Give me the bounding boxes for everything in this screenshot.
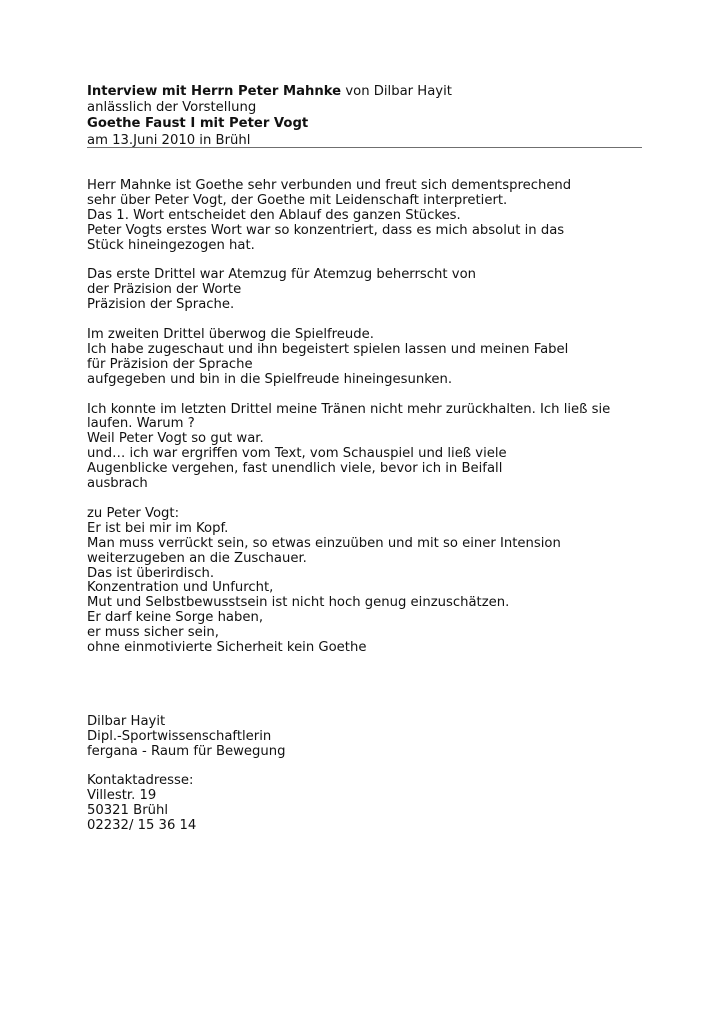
interview-title: Interview mit Herrn Peter Mahnke: [87, 84, 342, 99]
contact-street: Villestr. 19: [87, 788, 157, 804]
text-line: Mut und Selbstbewusstsein ist nicht hoch genug einzuschätzen.: [87, 595, 510, 611]
contact-block: [87, 774, 647, 834]
text-line: Das ist überirdisch.: [87, 565, 215, 581]
text-line: Augenblicke vergehen, fast unendlich viele, bevor ich in Beifall: [87, 461, 503, 477]
text-line: aufgegeben und bin in die Spielfreude hineingesunken.: [87, 371, 453, 387]
contact-label: Kontaktadresse:: [87, 773, 194, 789]
text-line: ohne einmotivierte Sicherheit kein Goethe: [87, 640, 367, 656]
text-line: Das erste Drittel war Atemzug für Atemzug beherrscht von: [87, 267, 476, 283]
production-title: Goethe Faust I mit Peter Vogt: [87, 116, 309, 132]
header-divider: [87, 147, 642, 148]
text-line: Herr Mahnke ist Goethe sehr verbunden und freut sich dementsprechend: [87, 178, 572, 193]
text-line: Peter Vogts erstes Wort war so konzentriert, dass es mich absolut in das: [87, 222, 565, 238]
text-line: Weil Peter Vogt so gut war.: [87, 431, 264, 447]
text-line: laufen. Warum ?: [87, 416, 195, 432]
contact-city: 50321 Brühl: [87, 803, 168, 819]
occasion-line: anlässlich der Vorstellung: [87, 100, 257, 116]
paragraph-second-third: [87, 328, 647, 388]
text-line: zu Peter Vogt:: [87, 505, 180, 521]
signature-name: Dilbar Hayit: [87, 713, 166, 729]
paragraph-first-third: [87, 268, 647, 313]
signature-organization: fergana - Raum für Bewegung: [87, 743, 286, 759]
text-line: Er darf keine Sorge haben,: [87, 610, 264, 626]
date-place-line: am 13.Juni 2010 in Brühl: [87, 132, 251, 148]
text-line: sehr über Peter Vogt, der Goethe mit Leidenschaft interpretiert.: [87, 192, 508, 208]
header-title-line: [87, 84, 642, 100]
interviewer-credit: von Dilbar Hayit: [341, 84, 452, 99]
text-line: Das 1. Wort entscheidet den Ablauf des ganzen Stückes.: [87, 207, 461, 223]
contact-phone: 02232/ 15 36 14: [87, 818, 197, 834]
text-line: Stück hineingezogen hat.: [87, 237, 255, 253]
document-header: [87, 84, 642, 149]
text-line: Konzentration und Unfurcht,: [87, 580, 274, 596]
text-line: weiterzugeben an die Zuschauer.: [87, 550, 307, 566]
interview-body: [87, 179, 647, 849]
text-line: Man muss verrückt sein, so etwas einzuüben und mit so einer Intension: [87, 535, 561, 551]
text-line: für Präzision der Sprache: [87, 356, 253, 372]
text-line: ausbrach: [87, 476, 148, 492]
paragraph-intro: [87, 179, 647, 254]
text-line: er muss sicher sein,: [87, 625, 219, 641]
text-line: Ich habe zugeschaut und ihn begeistert spielen lassen und meinen Fabel: [87, 341, 569, 357]
text-line: Ich konnte im letzten Drittel meine Tränen nicht mehr zurückhalten. Ich ließ sie: [87, 401, 611, 417]
signature-block: [87, 715, 647, 760]
text-line: und… ich war ergriffen vom Text, vom Schauspiel und ließ viele: [87, 446, 507, 462]
paragraph-about-peter-vogt: [87, 507, 647, 656]
text-line: Präzision der Sprache.: [87, 297, 235, 313]
signature-title: Dipl.-Sportwissenschaftlerin: [87, 728, 272, 744]
text-line: Im zweiten Drittel überwog die Spielfreude.: [87, 327, 374, 343]
text-line: Er ist bei mir im Kopf.: [87, 520, 229, 536]
paragraph-last-third: [87, 403, 647, 492]
spacer: [87, 671, 647, 715]
text-line: der Präzision der Worte: [87, 282, 242, 298]
